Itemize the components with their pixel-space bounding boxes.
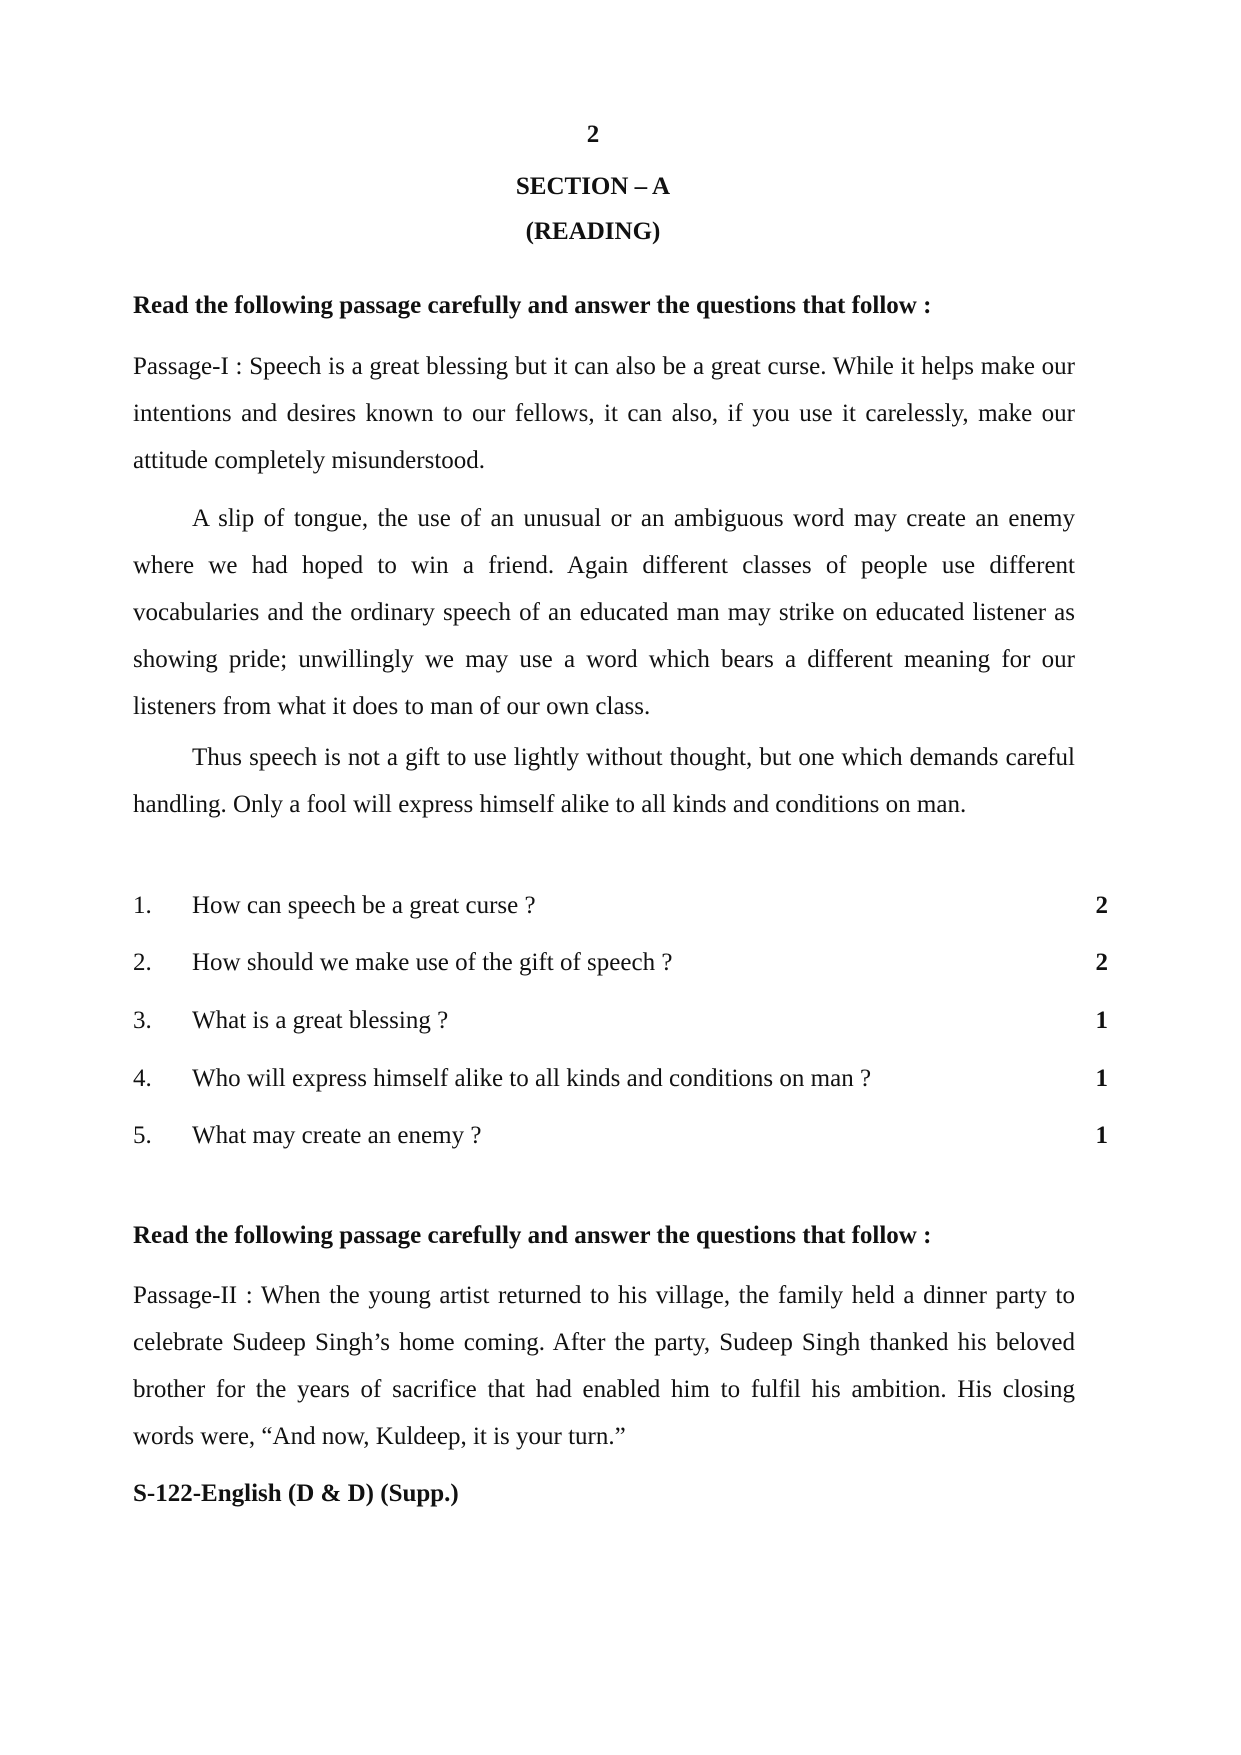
question-number: 5. bbox=[133, 1122, 152, 1149]
passage-2-paragraph-1: Passage-II : When the young artist returned to his village, the family held a dinner party to celebrate Sudeep Singh’s home coming. After the party, Sudeep Singh thanked his beloved brother for the years of sacrifice that had enabled him to fulfil his ambition. His closing words were, “And now, Kuldeep, it is your turn.” bbox=[133, 1282, 1075, 1450]
passage-2-instruction: Read the following passage carefully and answer the questions that follow : bbox=[133, 1222, 932, 1249]
question-text: How can speech be a great curse ? bbox=[192, 892, 536, 919]
question-row bbox=[133, 1005, 1108, 1037]
question-number: 1. bbox=[133, 892, 152, 919]
passage-1-instruction: Read the following passage carefully and answer the questions that follow : bbox=[133, 292, 932, 319]
question-text: What is a great blessing ? bbox=[192, 1007, 449, 1034]
passage-1-paragraph-2: A slip of tongue, the use of an unusual or an ambiguous word may create an enemy where we had hoped to win a friend. Again different classes of people use different vocabularies and the ordinary speech of an educated man may strike on educated listener as showing pride; unwillingly we may use a word which bears a different meaning for our listeners from what it does to man of our own class. bbox=[133, 505, 1075, 720]
question-number: 2. bbox=[133, 949, 152, 976]
question-number: 4. bbox=[133, 1065, 152, 1092]
question-marks: 1 bbox=[1095, 1007, 1108, 1034]
question-row bbox=[133, 1063, 1108, 1095]
question-marks: 2 bbox=[1095, 892, 1108, 919]
question-text: How should we make use of the gift of speech ? bbox=[192, 949, 673, 976]
question-row bbox=[133, 890, 1108, 922]
page-number: 2 bbox=[586, 121, 600, 148]
paper-code-footer: S-122-English (D & D) (Supp.) bbox=[133, 1480, 459, 1507]
section-subtitle: (READING) bbox=[525, 218, 661, 245]
passage-1-paragraph-1: Passage-I : Speech is a great blessing but it can also be a great curse. While it helps make our intentions and desires known to our fellows, it can also, if you use it carelessly, make our attitude completely misunderstood. bbox=[133, 353, 1075, 474]
passage-1-paragraph-3: Thus speech is not a gift to use lightly without thought, but one which demands careful handling. Only a fool will express himself alike to all kinds and conditions on man. bbox=[133, 744, 1075, 818]
question-text: Who will express himself alike to all kinds and conditions on man ? bbox=[192, 1065, 872, 1092]
question-number: 3. bbox=[133, 1007, 152, 1034]
question-marks: 1 bbox=[1095, 1065, 1108, 1092]
question-text: What may create an enemy ? bbox=[192, 1122, 482, 1149]
question-marks: 1 bbox=[1095, 1122, 1108, 1149]
question-marks: 2 bbox=[1095, 949, 1108, 976]
section-title: SECTION – A bbox=[515, 173, 671, 200]
question-row bbox=[133, 947, 1108, 979]
question-row bbox=[133, 1120, 1108, 1152]
